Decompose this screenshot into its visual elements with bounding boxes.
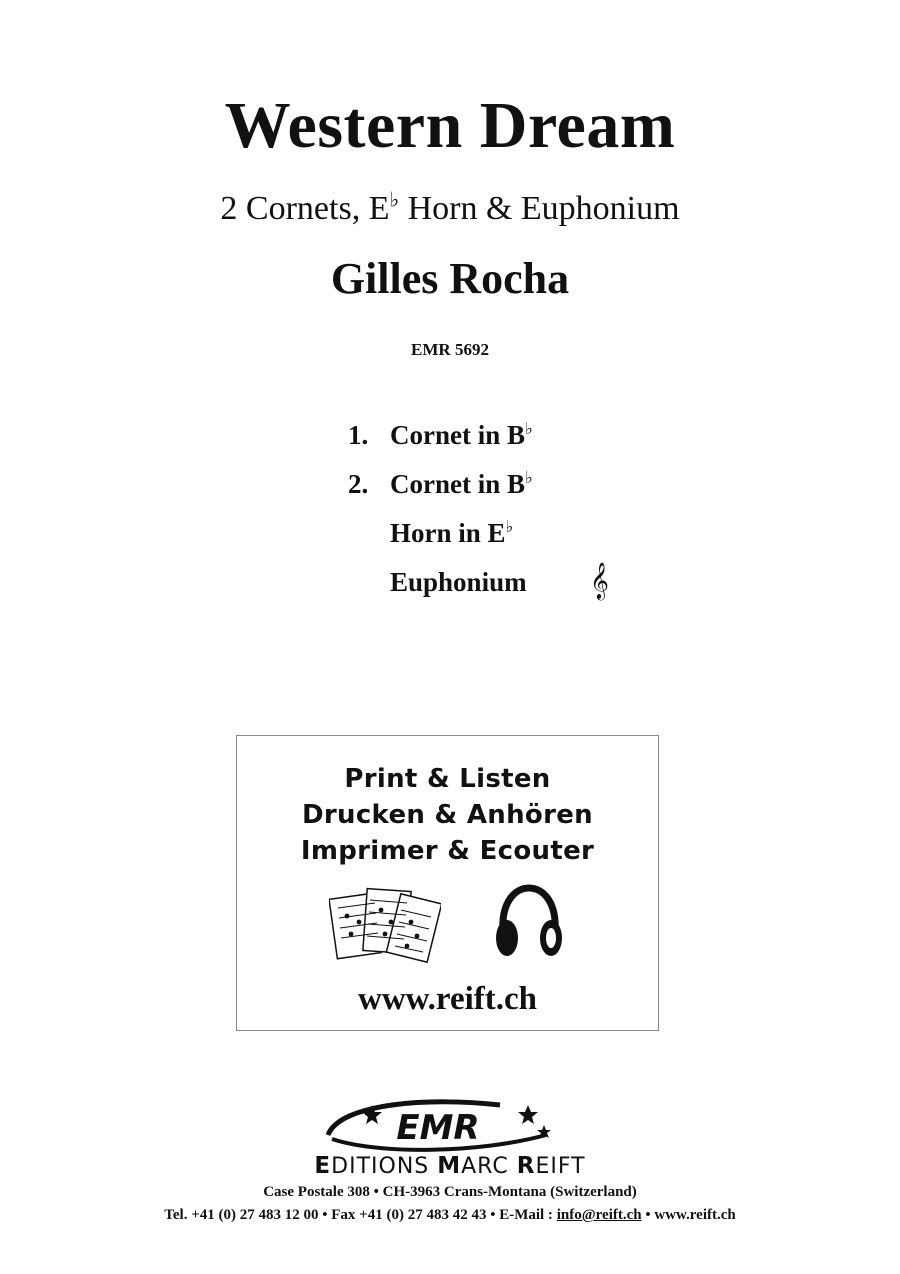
print-listen-box (236, 735, 659, 1031)
part-name (390, 561, 609, 599)
flat-sign: ♭ (525, 420, 533, 438)
treble-clef-icon: 𝄞 (590, 561, 609, 599)
email-link[interactable]: info@reift.ch (556, 1207, 642, 1223)
promo-line-french: Imprimer & Ecouter (300, 836, 595, 866)
promo-line-german: Drucken & Anhören (302, 800, 593, 830)
flat-sign: ♭ (525, 469, 533, 487)
promo-line-english: Print & Listen (344, 764, 551, 794)
publisher-name-part: DITIONS (331, 1154, 438, 1179)
publisher-name (0, 1153, 900, 1179)
flat-sign: ♭ (505, 518, 514, 536)
logo-text: EMR (396, 1108, 480, 1148)
headphones-icon (493, 884, 565, 962)
part-label: Cornet in B (390, 420, 525, 450)
publisher-name-part: EIFT (535, 1154, 586, 1179)
subtitle-text-before: 2 Cornets, E (220, 190, 390, 227)
part-name (390, 469, 533, 500)
publisher-name-part: E (314, 1153, 332, 1179)
part-label: Horn in E (390, 518, 506, 548)
website-url[interactable]: www.reift.ch (357, 981, 538, 1017)
part-label: Cornet in B (390, 469, 525, 499)
publisher-address: Case Postale 308 • CH-3963 Crans-Montana (Switzerland) (263, 1184, 637, 1200)
part-number: 1. (348, 420, 369, 450)
instrumentation-subtitle (0, 190, 900, 228)
part-label: Euphonium (390, 567, 527, 597)
publisher-name-part: R (516, 1153, 536, 1179)
emr-logo (320, 1095, 560, 1157)
publisher-name-part: M (437, 1153, 462, 1179)
subtitle-text-after: Horn & Euphonium (399, 190, 680, 227)
part-number: 2. (348, 469, 369, 499)
piece-title: Western Dream (224, 89, 676, 162)
catalog-number: EMR 5692 (411, 340, 489, 359)
part-name (390, 420, 533, 451)
composer-name: Gilles Rocha (330, 254, 570, 303)
publisher-contact (0, 1207, 900, 1224)
flat-sign: ♭ (389, 189, 400, 212)
publisher-name-part: ARC (461, 1154, 517, 1179)
part-name (390, 518, 513, 549)
contact-web[interactable]: • www.reift.ch (641, 1207, 736, 1223)
sheet-music-icon (329, 886, 441, 966)
contact-phone-fax: Tel. +41 (0) 27 483 12 00 • Fax +41 (0) 27 483 42 43 • E-Mail : (164, 1207, 557, 1223)
